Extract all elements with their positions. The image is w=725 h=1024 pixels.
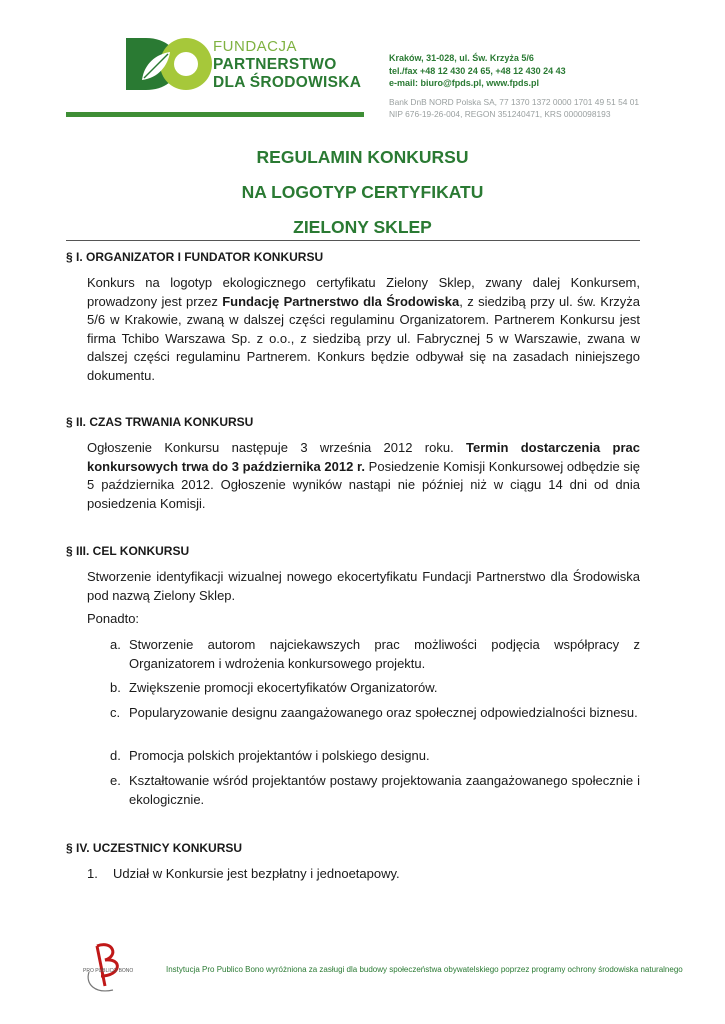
list-marker: e. <box>110 773 121 788</box>
title-rule <box>66 240 640 241</box>
bank-account: Bank DnB NORD Polska SA, 77 1370 1372 0000 1701 49 51 54 01 <box>389 97 640 107</box>
list-item-text: Kształtowanie wśród projektantów postawy projektowania zaangażowanego społecznie i ekologicznie. <box>129 773 640 807</box>
brand-line-3: DLA ŚRODOWISKA <box>213 74 362 91</box>
doc-title-line-3: ZIELONY SKLEP <box>293 217 432 237</box>
list-marker: d. <box>110 748 121 763</box>
contact-phone: tel./fax +48 12 430 24 65, +48 12 430 24 43 <box>389 65 566 76</box>
section-4-heading: § IV. UCZESTNICY KONKURSU <box>66 841 243 855</box>
brand-name <box>213 38 361 92</box>
header-divider <box>66 112 364 117</box>
section-2-text: Ogłoszenie Konkursu następuje 3 września 2012 roku. Termin dostarczenia prac konkursowych trwa do 3 października 2012 r. Posiedzenie Komisji Konkursowej odbędzie się 5 października 2012. Ogłoszenie wyników nastąpi nie później niż w ciągu 14 dni od dnia posiedzenia Komisji. <box>87 440 641 511</box>
list-marker: 1. <box>87 866 98 881</box>
doc-title-line-1: REGULAMIN KONKURSU <box>256 147 469 167</box>
section-3-ponadto: Ponadto: <box>87 611 140 626</box>
list-item-text: Stworzenie autorom najciekawszych prac możliwości podjęcia współpracy z Organizatorem i wdrożenia konkursowego projektu. <box>129 637 640 671</box>
list-marker: a. <box>110 637 121 652</box>
registry-numbers: NIP 676-19-26-004, REGON 351240471, KRS 0000098193 <box>389 109 611 119</box>
list-item-text: Udział w Konkursie jest bezpłatny i jednoetapowy. <box>113 866 400 881</box>
doc-title-line-2: NA LOGOTYP CERTYFIKATU <box>241 182 484 202</box>
pro-publico-bono-logo <box>83 942 153 996</box>
list-item <box>110 636 640 673</box>
contact-email[interactable]: e-mail: biuro@fpds.pl, www.fpds.pl <box>389 78 539 88</box>
contact-address: Kraków, 31-028, ul. Św. Krzyża 5/6 <box>389 53 534 63</box>
list-item-text: Promocja polskich projektantów i polskiego designu. <box>129 748 430 763</box>
list-item-text: Zwiększenie promocji ekocertyfikatów Organizatorów. <box>129 680 438 695</box>
bank-block <box>389 96 639 120</box>
section-1-heading: § I. ORGANIZATOR I FUNDATOR KONKURSU <box>66 250 324 264</box>
section-1-text: Konkurs na logotyp ekologicznego certyfikatu Zielony Sklep, zwany dalej Konkursem, prowadzony jest przez Fundację Partnerstwo dla Środowiska, z siedzibą przy ul. św. Krzyża 5/6 w Krakowie, zwaną w dalszej części regulaminu Organizatorem. Partnerem Konkursu jest firma Tchibo Warszawa Sp. z o.o., z siedzibą przy ul. Fabrycznej 5 w Warszawie, zwana w dalszej części regulaminu Partnerem. Konkurs będzie odbywał się na zasadach niniejszego dokumentu. <box>87 275 641 383</box>
list-item <box>110 679 640 698</box>
list-item <box>110 772 640 809</box>
pro-publico-bono-text: PRO PUBLICO BONO <box>83 968 134 974</box>
organizer-name: Fundację Partnerstwo dla Środowiska <box>222 293 460 309</box>
list-item <box>110 747 640 766</box>
section-2-heading: § II. CZAS TRWANIA KONKURSU <box>66 415 254 429</box>
list-item-text: Popularyzowanie designu zaangażowanego oraz społecznej odpowiedzialności biznesu. <box>129 705 638 720</box>
list-item <box>87 866 640 881</box>
fpds-logo <box>122 34 214 94</box>
list-marker: c. <box>110 705 121 720</box>
list-marker: b. <box>110 680 121 695</box>
section-3-intro: Stworzenie identyfikacji wizualnej nowego ekocertyfikatu Fundacji Partnerstwo dla Środowiska pod nazwą Zielony Sklep. <box>87 569 640 603</box>
contact-block <box>389 52 566 90</box>
list-item <box>110 704 640 723</box>
section-3-heading: § III. CEL KONKURSU <box>66 544 190 558</box>
brand-line-2: PARTNERSTWO <box>213 56 337 73</box>
brand-line-1: FUNDACJA <box>213 38 298 55</box>
deadline-text: Termin dostarczenia prac konkursowych trwa do 3 października 2012 r. <box>87 440 640 474</box>
footer-text: Instytucja Pro Publico Bono wyróżniona za zasługi dla budowy społeczeństwa obywatelskiego poprzez programy ochrony środowiska naturalnego <box>166 965 683 974</box>
